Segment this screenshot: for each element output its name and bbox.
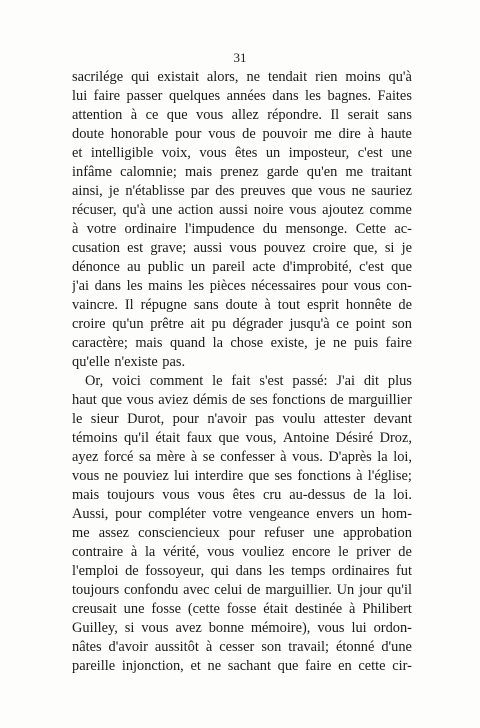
- text-line: haut que vous aviez démis de ses fonctions de marguillier: [72, 392, 412, 408]
- text-line: infâme calomnie; mais prenez garde qu'en me traitant: [72, 164, 412, 180]
- text-line: sacrilége qui existait alors, ne tendait rien moins qu'à: [72, 69, 412, 85]
- text-line: Or, voici comment le fait s'est passé: J'ai dit plus: [85, 373, 412, 389]
- text-line: toujours confondu avec celui de marguillier. Un jour qu'il: [72, 582, 412, 598]
- text-line: ainsi, je n'établisse par des preuves que vous ne sauriez: [72, 183, 412, 199]
- text-line: témoins qu'il était faux que vous, Antoine Désiré Droz,: [72, 430, 412, 446]
- text-line: cusation est grave; aussi vous pouvez croire que, si je: [72, 240, 412, 256]
- text-line: doute honorable pour vous de pouvoir me dire à haute: [72, 126, 412, 142]
- text-line: le sieur Durot, pour n'avoir pas voulu attester devant: [72, 411, 412, 427]
- text-line: j'ai dans les mains les pièces nécessaires pour vous con-: [72, 278, 412, 294]
- text-line: à votre ordinaire l'impudence du mensonge. Cette ac-: [72, 221, 412, 237]
- text-line: me assez consciencieux pour refuser une approbation: [72, 525, 412, 541]
- text-line: ayez forcé sa mère à se confesser à vous. D'après la loi,: [72, 449, 412, 465]
- text-line: Guilley, si vous avez bonne mémoire), vous lui ordon-: [72, 620, 412, 636]
- text-line: Aussi, pour compléter votre vengeance envers un hom-: [72, 506, 412, 522]
- text-line: qu'elle n'existe pas.: [72, 354, 186, 370]
- page-number: 31: [233, 50, 247, 65]
- text-line: pareille injonction, et ne sachant que faire en cette cir-: [72, 658, 412, 674]
- text-line: caractère; mais quand la chose existe, je ne puis faire: [72, 335, 412, 351]
- text-line: et intelligible voix, vous êtes un imposteur, c'est une: [72, 145, 412, 161]
- text-line: creusait une fosse (cette fosse était destinée à Philibert: [72, 601, 412, 617]
- text-line: mais toujours vous vous êtes cru au-dessus de la loi.: [72, 487, 412, 503]
- text-line: lui faire passer quelques années dans les bagnes. Faites: [72, 88, 412, 104]
- text-line: l'emploi de fossoyeur, qui dans les temps ordinaires fut: [72, 563, 412, 579]
- text-line: récuser, qu'à une action aussi noire vous ajoutez comme: [72, 202, 412, 218]
- text-line: contraire à la vérité, vous vouliez encore le priver de: [72, 544, 412, 560]
- text-line: vaincre. Il répugne sans doute à tout esprit honnête de: [72, 297, 412, 313]
- text-line: vous ne pouviez lui interdire que ses fonctions à l'église;: [72, 468, 412, 484]
- text-line: dénonce au public un pareil acte d'improbité, c'est que: [72, 259, 412, 275]
- text-line: nâtes d'avoir aussitôt à cesser son travail; étonné d'une: [72, 639, 412, 655]
- text-line: attention à ce que vous allez répondre. Il serait sans: [72, 107, 412, 123]
- body-text: [72, 68, 412, 676]
- text-line: croire qu'un prêtre ait pu dégrader jusqu'à ce point son: [72, 316, 412, 332]
